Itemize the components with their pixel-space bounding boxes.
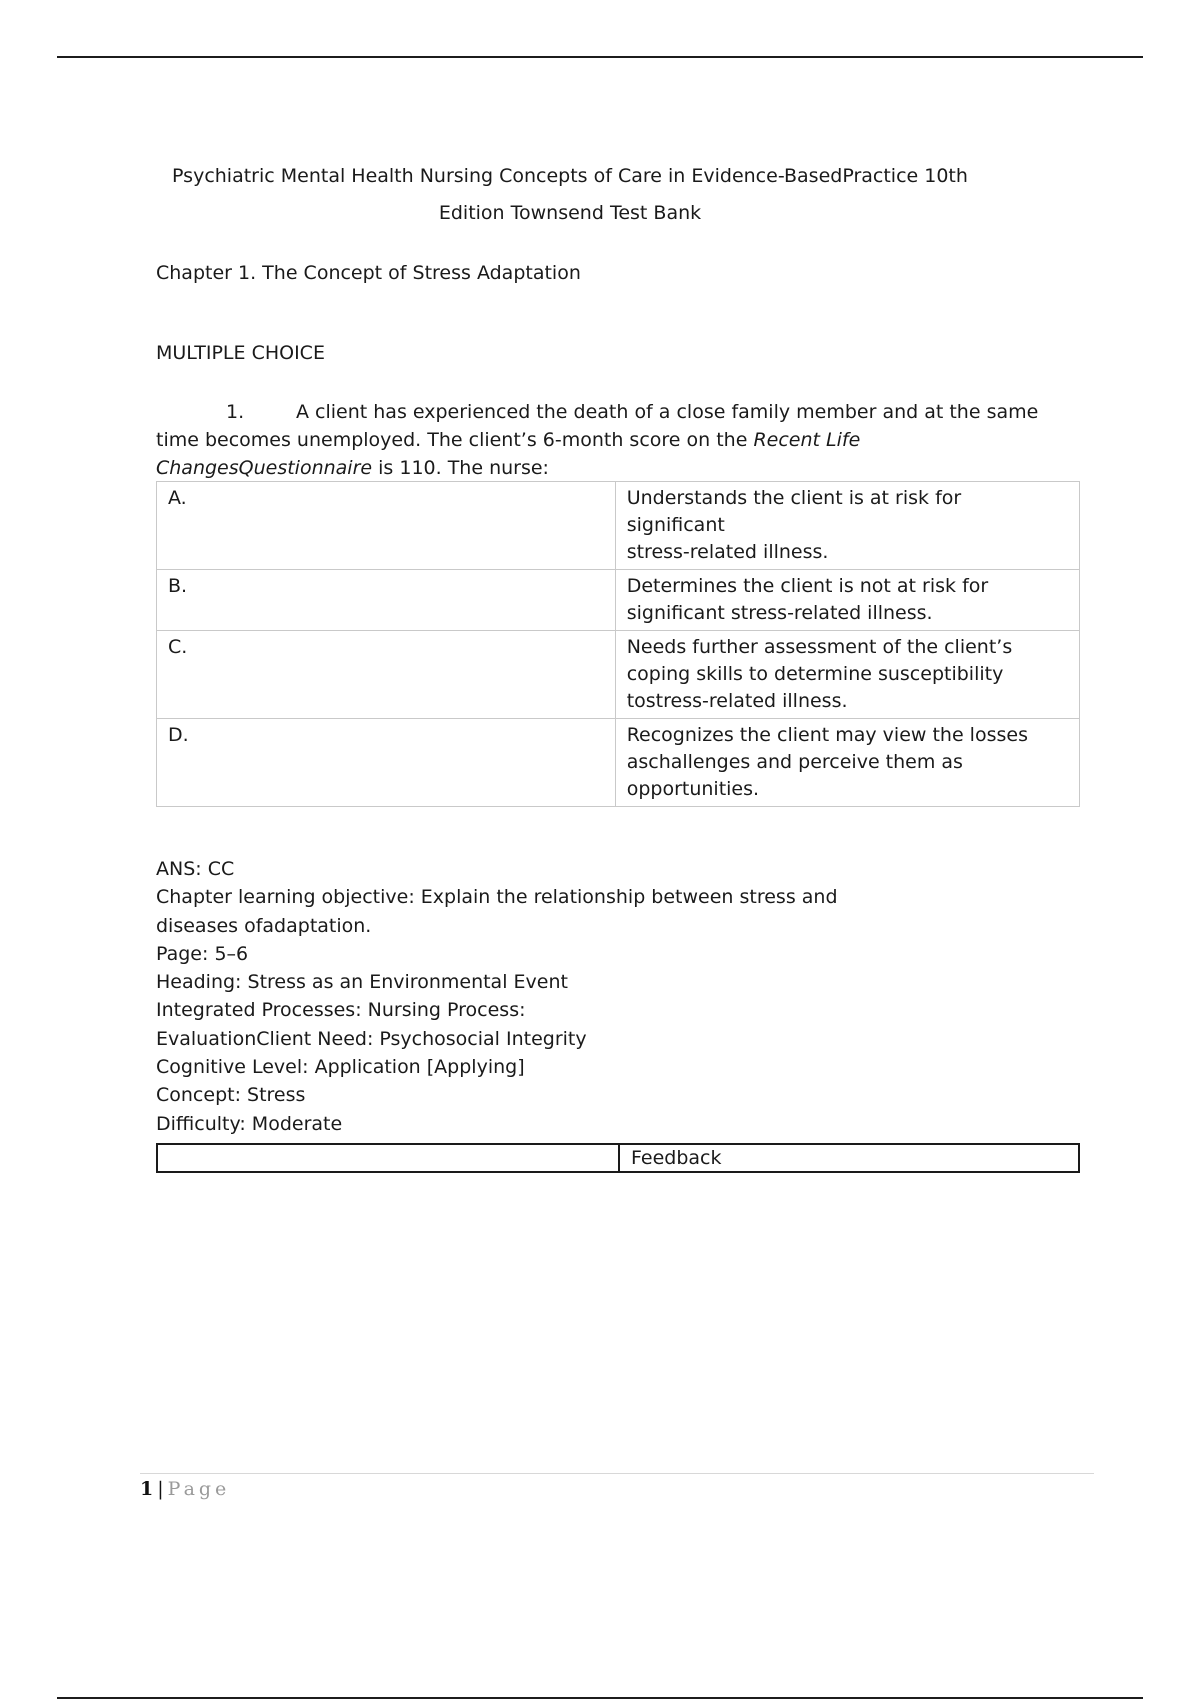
choice-letter: A.	[157, 482, 616, 570]
choice-line: Determines the client is not at risk for	[626, 575, 989, 597]
page-reference: Page: 5–6	[156, 942, 249, 965]
concept: Concept: Stress	[156, 1084, 306, 1107]
answer-rationale	[156, 855, 1056, 1138]
top-rule	[57, 56, 1143, 58]
question-stem	[156, 398, 1056, 482]
choice-text	[615, 631, 1079, 719]
chapter-heading: Chapter 1. The Concept of Stress Adaptation	[156, 262, 581, 284]
choice-line: significant stress-related illness.	[626, 602, 933, 624]
choice-text	[615, 482, 1079, 570]
section-heading: MULTIPLE CHOICE	[156, 342, 325, 364]
choice-line: aschallenges and perceive them as	[626, 751, 963, 773]
answer-key: ANS: CC	[156, 858, 235, 880]
bottom-rule	[57, 1697, 1143, 1699]
feedback-row	[157, 1144, 1079, 1172]
page-word: Page	[167, 1478, 231, 1500]
integrated-processes: Integrated Processes: Nursing Process:	[156, 999, 526, 1022]
client-need: EvaluationClient Need: Psychosocial Integrity	[156, 1027, 587, 1050]
choice-row-c	[157, 631, 1080, 719]
learning-objective: Chapter learning objective: Explain the relationship between stress and	[156, 886, 838, 909]
question-italic-2: ChangesQuestionnaire	[156, 457, 373, 479]
learning-objective-cont: diseases ofadaptation.	[156, 914, 372, 937]
title-line-1: Psychiatric Mental Health Nursing Concepts of Care in Evidence-BasedPractice 10th	[172, 165, 968, 187]
choice-line: stress-related illness.	[626, 541, 829, 563]
feedback-table	[156, 1143, 1080, 1173]
choice-line: Understands the client is at risk for	[626, 487, 962, 509]
question-text-end: is 110. The nurse:	[372, 457, 549, 479]
choice-letter: C.	[157, 631, 616, 719]
cognitive-level: Cognitive Level: Application [Applying]	[156, 1056, 525, 1079]
document-title	[120, 158, 1020, 232]
choice-line: Needs further assessment of the client’s	[626, 636, 1013, 658]
question-italic-1: Recent Life	[753, 429, 861, 451]
choice-line: tostress-related illness.	[626, 690, 848, 712]
footer-rule	[140, 1473, 1094, 1474]
choice-text	[615, 570, 1079, 631]
choice-line: opportunities.	[626, 778, 760, 800]
choices-table	[156, 481, 1080, 807]
page-number: 1	[140, 1478, 154, 1500]
feedback-blank-cell	[157, 1144, 619, 1172]
choice-row-a	[157, 482, 1080, 570]
difficulty: Difficulty: Moderate	[156, 1112, 343, 1135]
choice-line: Recognizes the client may view the losses	[626, 724, 1028, 746]
feedback-label: Feedback	[619, 1144, 1079, 1172]
choice-letter: B.	[157, 570, 616, 631]
page-footer	[140, 1478, 230, 1500]
choice-line: significant	[626, 514, 725, 536]
page-separator: |	[157, 1478, 164, 1500]
choice-row-b	[157, 570, 1080, 631]
choice-text	[615, 719, 1079, 807]
choice-line: coping skills to determine susceptibility	[626, 663, 1004, 685]
choice-letter: D.	[157, 719, 616, 807]
question-text: A client has experienced the death of a close family member and at the same time becomes unemployed. The client’s 6-month score on the	[156, 401, 1039, 451]
question-number: 1.	[226, 401, 245, 423]
title-line-2: Edition Townsend Test Bank	[438, 202, 702, 224]
heading-reference: Heading: Stress as an Environmental Event	[156, 971, 568, 994]
choice-row-d	[157, 719, 1080, 807]
